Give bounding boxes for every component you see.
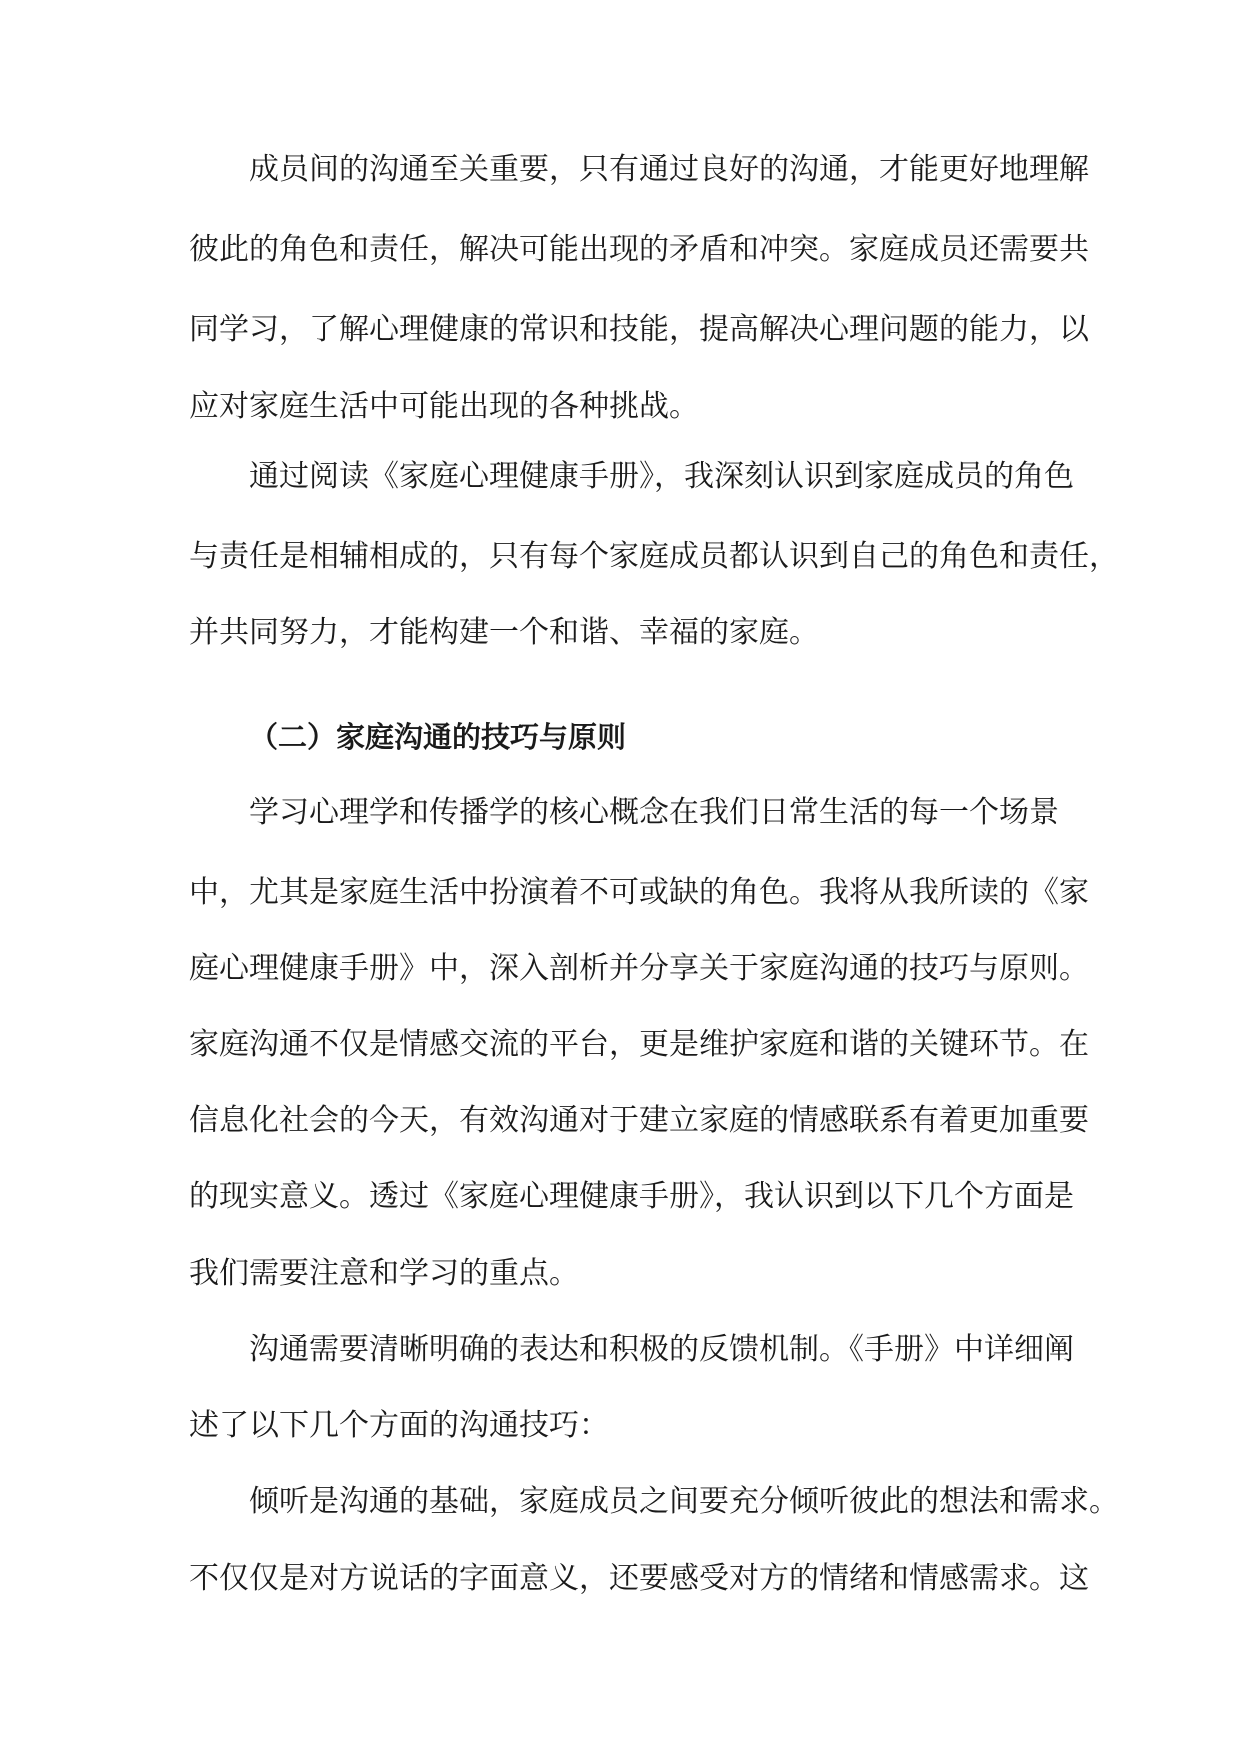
paragraph-line: 彼此的角色和责任，解决可能出现的矛盾和冲突。家庭成员还需要共 — [189, 232, 1089, 267]
paragraph-line: 中，尤其是家庭生活中扮演着不可或缺的角色。我将从我所读的《家 — [189, 875, 1089, 910]
paragraph-line: 通过阅读《家庭心理健康手册》，我深刻认识到家庭成员的角色 — [249, 459, 1074, 494]
paragraph-line: 学习心理学和传播学的核心概念在我们日常生活的每一个场景 — [249, 795, 1059, 830]
paragraph-line: 成员间的沟通至关重要，只有通过良好的沟通，才能更好地理解 — [249, 152, 1089, 187]
paragraph-line: 倾听是沟通的基础，家庭成员之间要充分倾听彼此的想法和需求。 — [249, 1484, 1119, 1519]
paragraph-line: 述了以下几个方面的沟通技巧： — [189, 1408, 609, 1443]
paragraph-line: 沟通需要清晰明确的表达和积极的反馈机制。《手册》中详细阐 — [249, 1332, 1074, 1367]
section-heading: （二）家庭沟通的技巧与原则 — [249, 720, 627, 754]
paragraph-line: 庭心理健康手册》中，深入剖析并分享关于家庭沟通的技巧与原则。 — [189, 951, 1089, 986]
paragraph-line: 信息化社会的今天，有效沟通对于建立家庭的情感联系有着更加重要 — [189, 1103, 1089, 1138]
paragraph-line: 并共同努力，才能构建一个和谐、幸福的家庭。 — [189, 615, 819, 650]
paragraph-line: 我们需要注意和学习的重点。 — [189, 1256, 579, 1291]
paragraph-line: 家庭沟通不仅是情感交流的平台，更是维护家庭和谐的关键环节。在 — [189, 1027, 1089, 1062]
paragraph-line: 不仅仅是对方说话的字面意义，还要感受对方的情绪和情感需求。这 — [189, 1561, 1089, 1596]
paragraph-line: 同学习，了解心理健康的常识和技能，提高解决心理问题的能力，以 — [189, 312, 1089, 347]
paragraph-line: 应对家庭生活中可能出现的各种挑战。 — [189, 389, 699, 424]
paragraph-line: 的现实意义。透过《家庭心理健康手册》，我认识到以下几个方面是 — [189, 1179, 1074, 1214]
paragraph-line: 与责任是相辅相成的，只有每个家庭成员都认识到自己的角色和责任， — [189, 539, 1119, 574]
